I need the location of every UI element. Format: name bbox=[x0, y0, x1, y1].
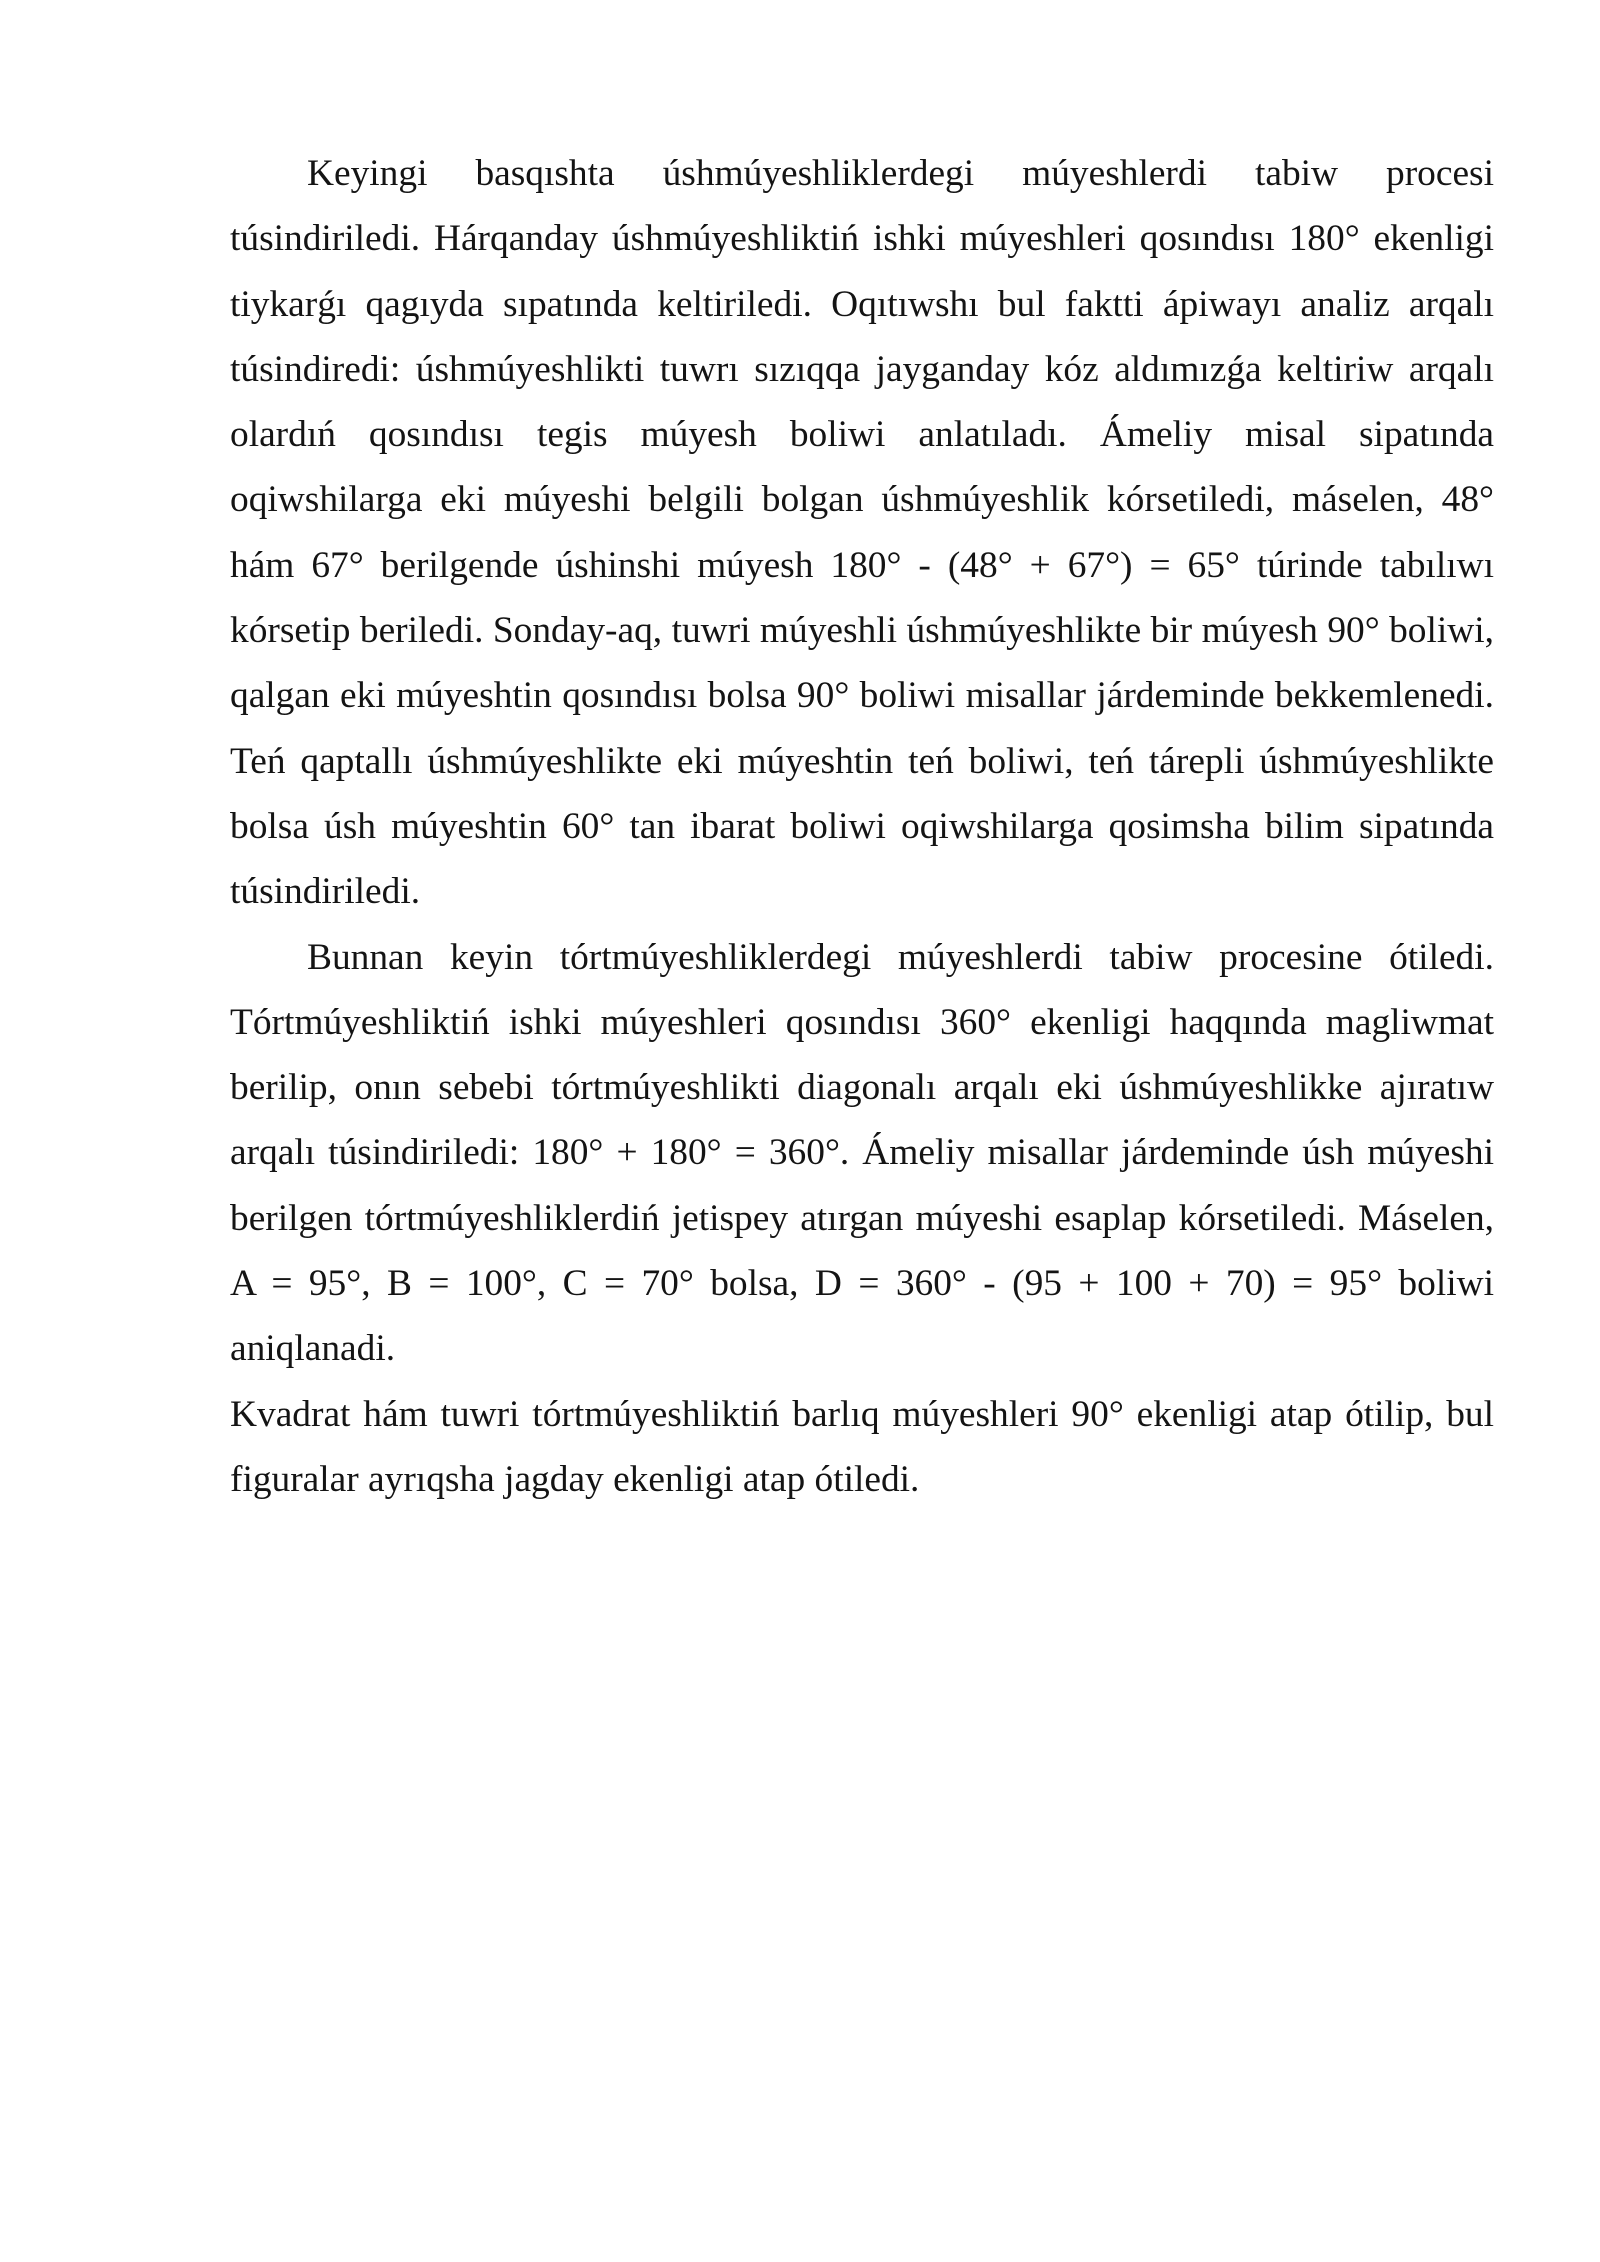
paragraph-triangles bbox=[230, 141, 1494, 925]
body-text-line: Keyingi basqıshta úshmúyeshliklerdegi múyeshlerdi tabiw procesi bbox=[307, 153, 1494, 194]
body-text-line: arqalı túsindiriledi: 180° + 180° = 360°. Ámeliy misallar járdeminde úsh múyeshi bbox=[230, 1132, 1494, 1174]
body-text-line: oqiwshilarga eki múyeshi belgili bolgan úshmúyeshlik kórsetiledi, máselen, 48° bbox=[230, 479, 1494, 521]
body-text-line: túsindiredi: úshmúyeshlikti tuwrı sızıqqa jayganday kóz aldımızǵa keltiriw arqalı bbox=[230, 348, 1494, 390]
body-text-line: Teń qaptallı úshmúyeshlikte eki múyeshtin teń boliwi, teń tárepli úshmúyeshlikte bbox=[230, 740, 1494, 782]
body-text-line: A = 95°, B = 100°, C = 70° bolsa, D = 360° - (95 + 100 + 70) = 95° boliwi aniqlanadi. bbox=[230, 1263, 1494, 1370]
body-text-line: tiykarǵı qagıyda sıpatında keltiriledi. Oqıtıwshı bul faktti ápiwayı analiz arqalı bbox=[230, 283, 1494, 325]
paragraph-quadrilaterals bbox=[230, 925, 1494, 1513]
body-text-line: túsindiriledi. bbox=[230, 871, 421, 913]
body-text-line: Bunnan keyin tórtmúyeshliklerdegi múyeshlerdi tabiw procesine ótiledi. bbox=[307, 936, 1494, 978]
body-text bbox=[230, 141, 1494, 1512]
body-text-line: berilip, onın sebebi tórtmúyeshlikti diagonalı arqalı eki úshmúyeshlikke ajıratıw bbox=[230, 1067, 1494, 1109]
body-text-line: bolsa úsh múyeshtin 60° tan ibarat boliwi oqiwshilarga qosimsha bilim sipatında bbox=[230, 805, 1494, 847]
body-text-line: figuralar ayrıqsha jagday ekenligi atap ótiledi. bbox=[230, 1458, 920, 1500]
body-text-line: qalgan eki múyeshtin qosındısı bolsa 90° boliwi misallar járdeminde bekkemlenedi. bbox=[230, 675, 1494, 717]
body-text-line: Kvadrat hám tuwri tórtmúyeshliktiń barlıq múyeshleri 90° ekenligi atap ótilip, bul bbox=[230, 1393, 1494, 1435]
body-text-line: kórsetip beriledi. Sonday-aq, tuwri múyeshli úshmúyeshlikte bir múyesh 90° boliwi, bbox=[230, 610, 1494, 652]
body-text-line: berilgen tórtmúyeshliklerdiń jetispey atırgan múyeshi esaplap kórsetiledi. Máselen, bbox=[230, 1197, 1494, 1239]
body-text-line: olardıń qosındısı tegis múyesh boliwi anlatıladı. Ámeliy misal sipatında bbox=[230, 414, 1494, 456]
body-text-line: túsindiriledi. Hárqanday úshmúyeshliktiń ishki múyeshleri qosındısı 180° ekenligi bbox=[230, 218, 1494, 260]
body-text-line: hám 67° berilgende úshinshi múyesh 180° - (48° + 67°) = 65° túrinde tabılıwı bbox=[230, 544, 1494, 586]
body-text-line: Tórtmúyeshliktiń ishki múyeshleri qosındısı 360° ekenligi haqqında magliwmat bbox=[230, 1001, 1494, 1043]
